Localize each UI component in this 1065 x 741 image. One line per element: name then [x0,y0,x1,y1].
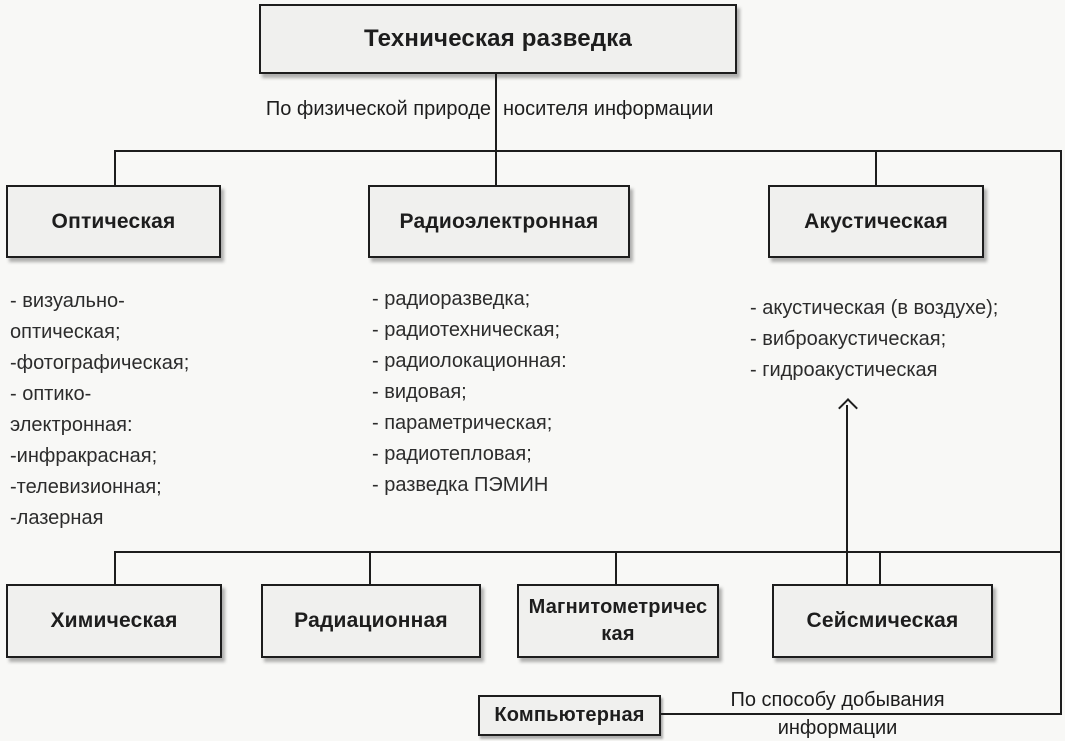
connector-drop-radioelectronic [495,152,497,185]
bottom-criterion-line1: По способу добывания [730,689,945,711]
box-radiation [261,584,481,658]
box-optical [6,185,221,258]
list-item: - видовая; [372,381,467,403]
list-item: -инфракрасная; [10,445,158,467]
box-chemical [6,584,222,658]
connector-drop-magnetometric [615,553,617,584]
top-criterion-label-left: По физической природе [265,98,491,120]
connector-drop-chemical [114,553,116,584]
box-radioelectronic [368,185,630,258]
bottom-criterion-label [690,689,985,740]
list-item: оптическая; [10,321,121,343]
list-item: - гидроакустическая [750,359,938,381]
box-magnetometric [517,584,719,658]
connector-root-down [495,74,497,152]
radioelectronic-sublist [372,284,567,501]
list-item: -фотографическая; [10,352,190,374]
root-box-label: Техническая разведка [363,25,633,52]
list-item: -лазерная [10,507,104,529]
box-radioelectronic-label: Радиоэлектронная [399,209,599,233]
connector-top-horizontal [114,150,1062,152]
box-seismic-label: Сейсмическая [806,609,959,632]
list-item: - визуально- [10,290,125,312]
box-acoustic-label: Акустическая [804,209,948,233]
connector-middle-horizontal [114,551,1062,553]
box-acoustic [768,185,984,258]
list-item: - радиоразведка; [372,288,531,310]
list-item: -телевизионная; [10,476,162,498]
top-criterion-label-right: носителя информации [503,98,714,120]
box-magnetometric-label: Магнитометричес кая [528,596,708,645]
up-arrow-line [846,405,848,584]
list-item: электронная: [10,414,133,436]
connector-right-vertical [1060,150,1062,715]
box-optical-label: Оптическая [51,209,176,233]
up-arrow-head-icon [838,398,858,418]
box-computer-label: Компьютерная [494,704,645,726]
acoustic-sublist [750,293,998,386]
list-item: - параметрическая; [372,412,553,434]
connector-drop-optical [114,152,116,185]
connector-drop-radiation [369,553,371,584]
root-box-technical-intelligence [259,4,737,74]
box-seismic [772,584,993,658]
connector-drop-seismic [879,553,881,584]
box-chemical-label: Химическая [50,609,178,632]
box-computer [478,695,661,736]
box-radiation-label: Радиационная [294,609,448,632]
optical-sublist [10,286,189,534]
list-item: - акустическая (в воздухе); [750,297,999,319]
list-item: - радиотехническая; [372,319,561,341]
list-item: - радиолокационная: [372,350,567,372]
list-item: - разведка ПЭМИН [372,474,549,496]
list-item: - оптико- [10,383,92,405]
connector-drop-acoustic [875,152,877,185]
list-item: - радиотепловая; [372,443,532,465]
list-item: - виброакустическая; [750,328,947,350]
bottom-criterion-line2: информации [777,717,898,739]
